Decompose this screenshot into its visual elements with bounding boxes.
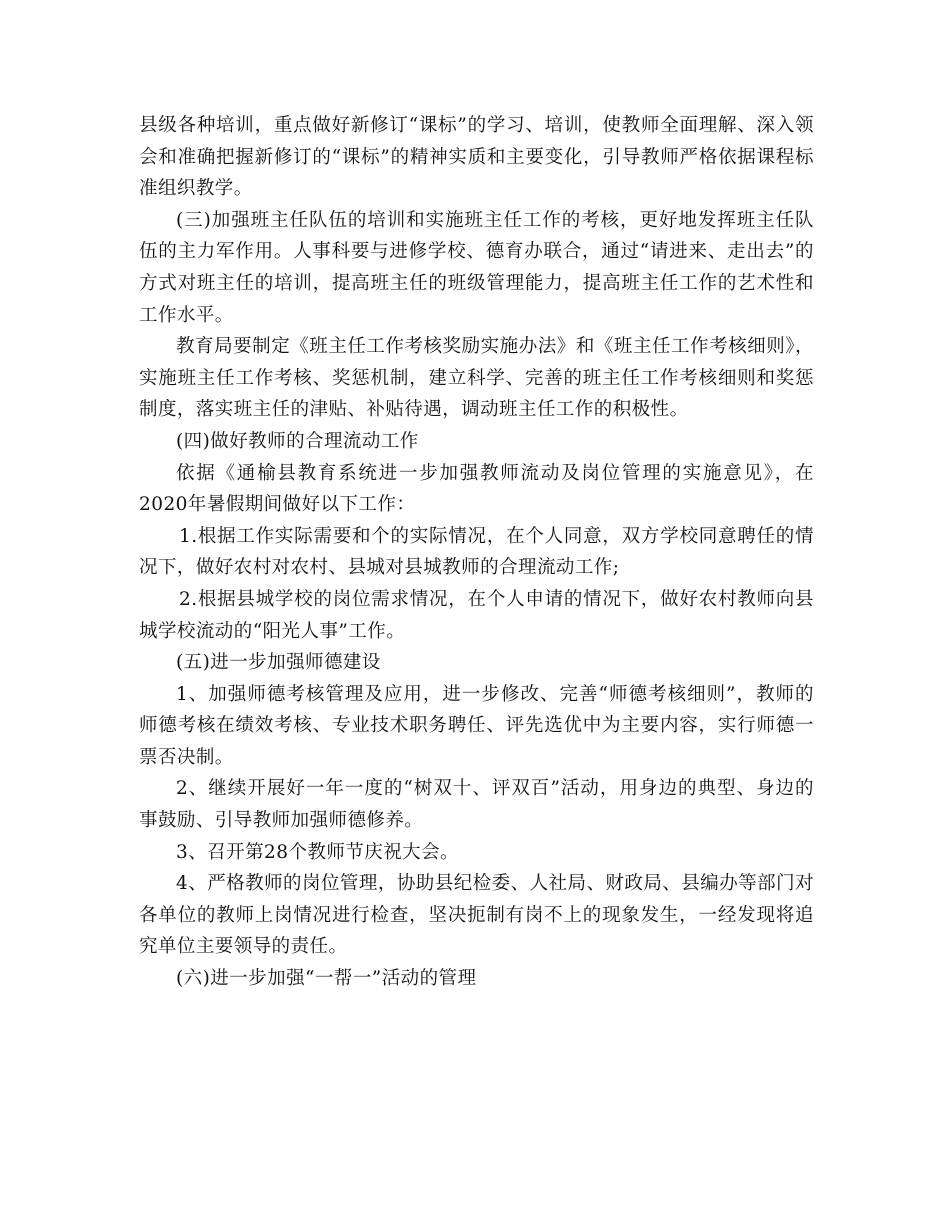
list-item-ethics-2: 2、继续开展好一年一度的“树双十、评双百”活动，用身边的典型、身边的事鼓励、引导教师加强师德修养。 xyxy=(139,778,814,832)
paragraph-mobility-basis: 依据《通榆县教育系统进一步加强教师流动及岗位管理的实施意见》，在2020年暑假期间做好以下工作： xyxy=(139,462,814,516)
heading-section-five: (五)进一步加强师德建设 xyxy=(176,652,381,674)
list-item-mobility-2: 2.根据县城学校的岗位需求情况，在个人申请的情况下，做好农村教师向县城学校流动的“阳光人事”工作。 xyxy=(139,588,814,642)
list-item-ethics-1: 1、加强师德考核管理及应用，进一步修改、完善“师德考核细则”，教师的师德考核在绩效考核、专业技术职务聘任、评先选优中为主要内容，实行师德一票否决制。 xyxy=(139,683,814,768)
heading-section-four: (四)做好教师的合理流动工作 xyxy=(176,430,419,452)
list-item-mobility-1: 1.根据工作实际需要和个的实际情况，在个人同意，双方学校同意聘任的情况下，做好农村对农村、县城对县城教师的合理流动工作; xyxy=(139,525,814,579)
paragraph-assessment-rules: 教育局要制定《班主任工作考核奖励实施办法》和《班主任工作考核细则》，实施班主任工作考核、奖惩机制，建立科学、完善的班主任工作考核细则和奖惩制度，落实班主任的津贴、补贴待遇，调动班主任工作的积极性。 xyxy=(139,336,814,421)
list-item-ethics-3: 3、召开第28个教师节庆祝大会。 xyxy=(176,841,460,863)
document-body xyxy=(139,110,814,995)
paragraph-training-continued: 县级各种培训，重点做好新修订“课标”的学习、培训，使教师全面理解、深入领会和准确把握新修订的“课标”的精神实质和主要变化，引导教师严格依据课程标准组织教学。 xyxy=(139,115,814,200)
list-item-ethics-4: 4、严格教师的岗位管理，协助县纪检委、人社局、财政局、县编办等部门对各单位的教师上岗情况进行检查，坚决扼制有岗不上的现象发生，一经发现将追究单位主要领导的责任。 xyxy=(139,873,814,958)
heading-section-six: (六)进一步加强“一帮一”活动的管理 xyxy=(176,968,477,990)
paragraph-section-three: (三)加强班主任队伍的培训和实施班主任工作的考核，更好地发挥班主任队伍的主力军作用。人事科要与进修学校、德育办联合，通过“请进来、走出去”的方式对班主任的培训，提高班主任的班级管理能力，提高班主任工作的艺术性和工作水平。 xyxy=(139,209,814,326)
